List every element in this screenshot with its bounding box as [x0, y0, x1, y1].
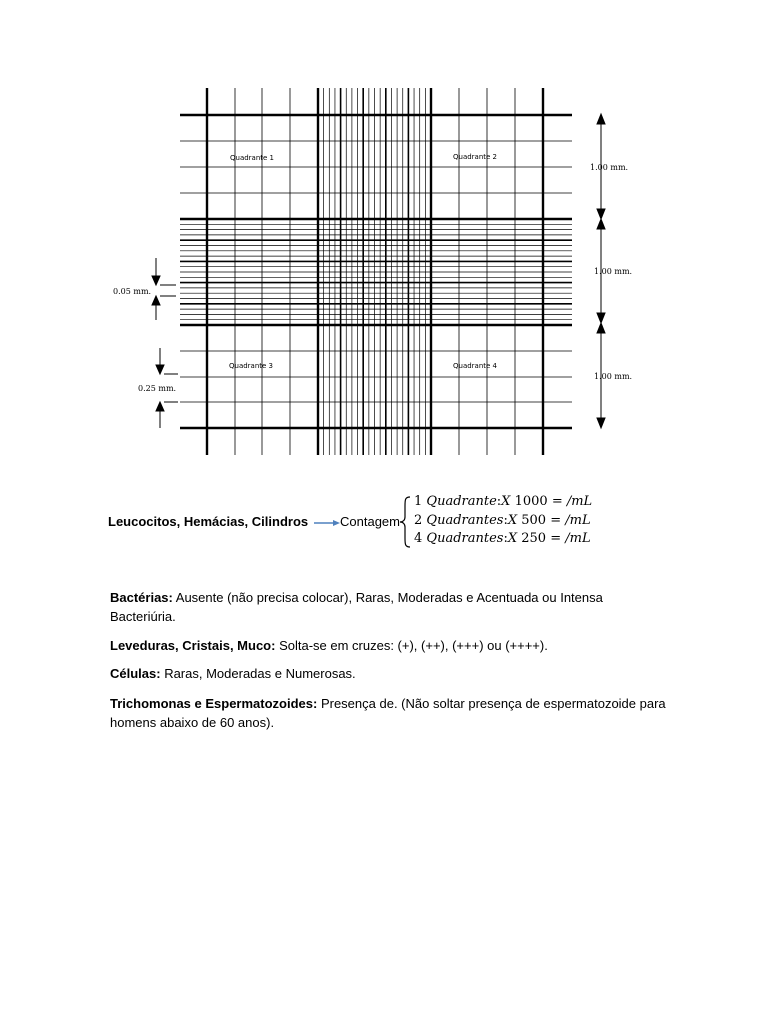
times-symbol: X [501, 494, 511, 509]
arrow-right-icon [314, 519, 340, 527]
paragraph-text: Ausente (não precisa colocar), Raras, Moderadas e Acentuada ou Intensa Bacteriúria. [110, 590, 603, 624]
paragraph-label: Células: [110, 666, 161, 681]
dimension-arrows [152, 114, 605, 428]
quadrant-2-label: Quadrante 2 [453, 153, 498, 161]
grid-lines [180, 88, 572, 455]
paragraph-celulas [110, 664, 670, 683]
medium-square-label: 0.25 mm. [138, 384, 177, 393]
formula-equals: = /mL [551, 494, 593, 509]
times-symbol: X [507, 531, 518, 546]
formula-row-word: Quadrantes [426, 531, 504, 546]
paragraph-text: Presença de. (Não soltar presença de espermatozoide para homens abaixo de 60 anos). [110, 696, 666, 730]
formula-row-multiplier: 250 [521, 531, 547, 546]
dimension-middle-label: 1.00 mm. [594, 267, 633, 276]
dimension-bottom-label: 1.00 mm. [594, 372, 633, 381]
small-square-label: 0.05 mm. [113, 287, 152, 296]
dimension-top-label: 1.00 mm. [590, 163, 629, 172]
formula-equals: = /mL [550, 513, 591, 528]
left-brace-icon [399, 496, 411, 548]
contagem-label: Contagem [340, 514, 400, 529]
paragraph-text: Raras, Moderadas e Numerosas. [160, 666, 356, 681]
paragraph-text: Solta-se em cruzes: (+), (++), (+++) ou (++++). [275, 638, 548, 653]
quadrant-1-label: Quadrante 1 [230, 154, 275, 162]
formula-row-word: Quadrantes [426, 513, 504, 528]
count-formula-block [108, 494, 668, 550]
counting-chamber-diagram [0, 0, 768, 480]
formula-row-number: 4 [414, 531, 423, 546]
formula-row-word: Quadrante [426, 494, 497, 509]
formula-row-number: 1 [414, 494, 423, 509]
formula-row-2: 2 Quadrantes:X 500 = /mL [414, 513, 591, 528]
formula-row-number: 2 [414, 513, 423, 528]
formula-row-multiplier: 500 [521, 513, 547, 528]
formula-row-multiplier: 1000 [514, 494, 548, 509]
paragraph-bacterias [110, 588, 670, 626]
formula-lead-text: Leucocitos, Hemácias, Cilindros [108, 514, 309, 529]
paragraph-label: Leveduras, Cristais, Muco: [110, 638, 276, 653]
paragraph-label: Trichomonas e Espermatozoides: [110, 696, 318, 711]
formula-row-1: 1 Quadrante:X 1000 = /mL [414, 494, 593, 509]
paragraph-trichomonas [110, 694, 670, 732]
paragraph-label: Bactérias: [110, 590, 173, 605]
quadrant-4-label: Quadrante 4 [453, 362, 498, 370]
formula-equals: = /mL [550, 531, 591, 546]
quadrant-3-label: Quadrante 3 [229, 362, 274, 370]
times-symbol: X [507, 513, 518, 528]
paragraph-leveduras [110, 636, 670, 655]
formula-row-3: 4 Quadrantes:X 250 = /mL [414, 531, 591, 546]
